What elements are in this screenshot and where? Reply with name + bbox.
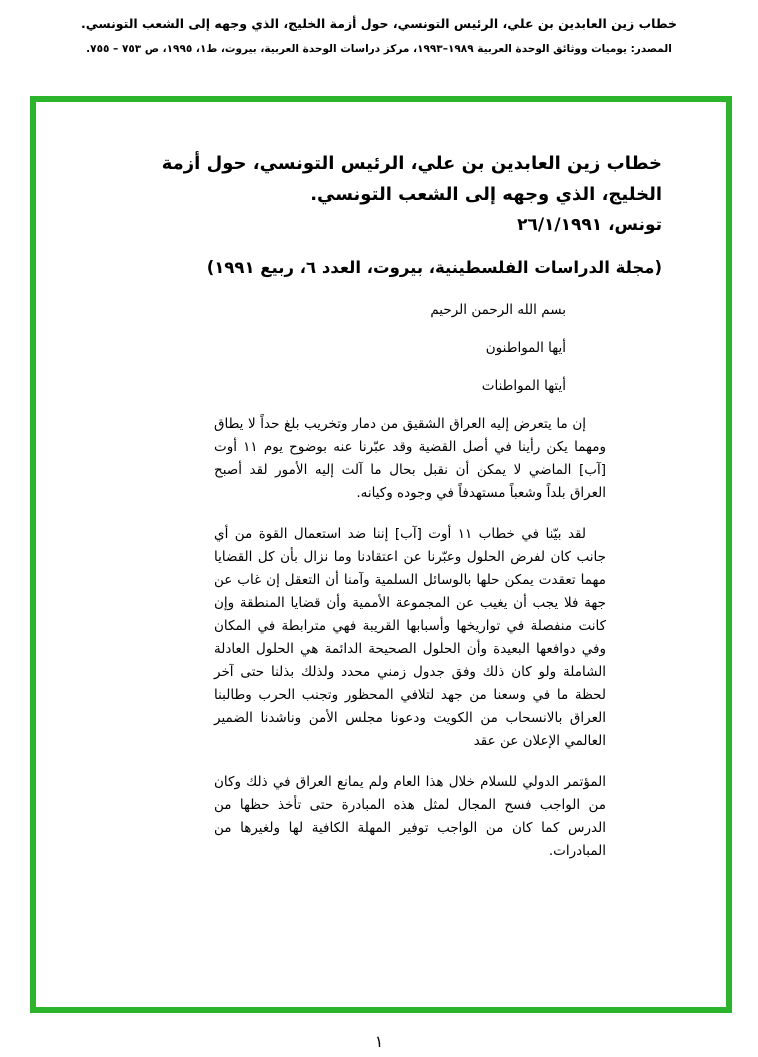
page-footer bbox=[0, 1032, 758, 1051]
document-body bbox=[214, 299, 606, 863]
basmala: بسم الله الرحمن الرحيم bbox=[430, 302, 566, 318]
document-date: تونس، ٢٦/١/١٩٩١ bbox=[517, 215, 662, 235]
page-number: ١ bbox=[374, 1032, 384, 1051]
salutation-citizens-male: أيها المواطنون bbox=[485, 340, 566, 356]
paragraph-1: إن ما يتعرض إليه العراق الشقيق من دمار وتخريب بلغ حداً لا يطاق ومهما يكن رأينا في أصل القضية وقد عبّرنا عنه بوضوح يوم ١١ أوت [آب] الماضي لا يمكن أن نقبل بحال ما آلت إليه الأمور لقد أصبح العراق بلداً وشعباً مستهدفاً في وجوده وكيانه. bbox=[214, 416, 606, 501]
salutation-citizens-female: أيتها المواطنات bbox=[481, 378, 566, 394]
paragraph-3: المؤتمر الدولي للسلام خلال هذا العام ولم يمانع العراق في ذلك وكان من الواجب فسح المجال لمثل هذه المبادرة حتى تأخذ حظها من الدرس كما كان من الواجب توفير المهلة الكافية لها ولغيرها من المبادرات. bbox=[214, 774, 606, 859]
document-content bbox=[36, 102, 726, 863]
header-title: خطاب زين العابدين بن علي، الرئيس التونسي، حول أزمة الخليج، الذي وجهه إلى الشعب التونسي. bbox=[80, 16, 678, 31]
header-source-citation: المصدر: يوميات ووثائق الوحدة العربية ١٩٨٩–١٩٩٣، مركز دراسات الوحدة العربية، بيروت، ط١، ١٩٩٥، ص ٧٥٣ – ٧٥٥. bbox=[86, 43, 672, 55]
page-header bbox=[0, 0, 758, 55]
document-journal-reference: (مجلة الدراسات الفلسطينية، بيروت، العدد ٦، ربيع ١٩٩١) bbox=[206, 258, 662, 277]
document-title: خطاب زين العابدين بن علي، الرئيس التونسي، حول أزمة الخليج، الذي وجهه إلى الشعب التونسي. bbox=[161, 153, 662, 205]
paragraph-2: لقد بيّنا في خطاب ١١ أوت [آب] إننا ضد استعمال القوة من أي جانب كان لفرض الحلول وعبّرنا عن اعتقادنا وما نزال بأن كل القضايا مهما تعقدت يمكن حلها بالوسائل السلمية وآمنا أن التعقل إن غاب عن جهة فلا يجب أن يغيب عن المجموعة الأممية وأن قضايا المنطقة وإن كانت منفصلة في تواريخها وأسبابها القريبة فهي مترابطة في المكان وفي دوافعها البعيدة وأن الحلول الصحيحة الدائمة هي الحلول العادلة الشاملة ولو كان ذلك وفق جدول زمني محدد ولذلك بذلنا حتى آخر لحظة ما في وسعنا من جهد لتلافي المحظور وتجنب الحرب وطالبنا العراق بالانسحاب من الكويت ودعونا مجلس الأمن وناشدنا الضمير العالمي الإعلان عن عقد bbox=[214, 526, 606, 749]
document-frame bbox=[30, 96, 732, 1013]
